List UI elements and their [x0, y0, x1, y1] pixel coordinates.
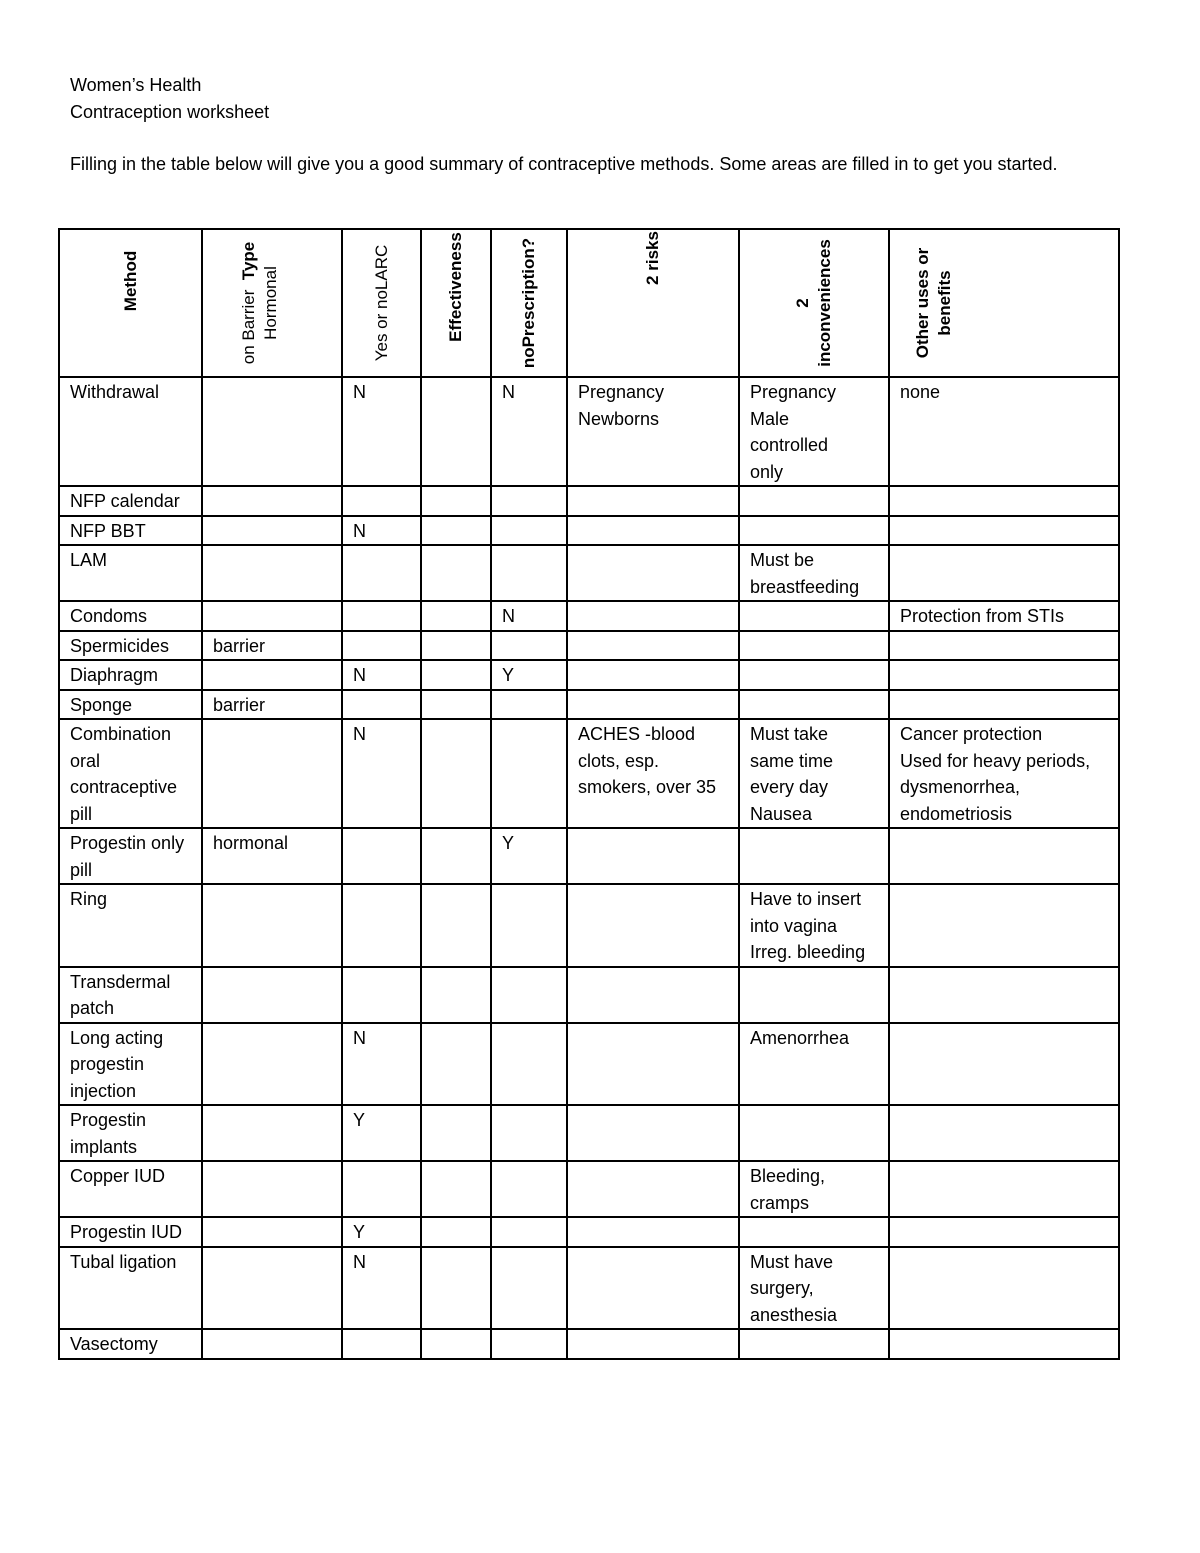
- cell-inconveniences-line: breastfeeding: [750, 576, 860, 597]
- cell-method: [59, 631, 202, 661]
- cell-larc-value: N: [353, 1027, 366, 1048]
- cell-prescription: [491, 828, 567, 884]
- cell-inconveniences-line: Amenorrhea: [750, 1027, 850, 1048]
- cell-risks: [567, 884, 739, 967]
- cell-risks: [567, 486, 739, 516]
- cell-effectiveness: [421, 631, 491, 661]
- cell-inconveniences: [739, 1217, 889, 1247]
- cell-other: [889, 884, 1119, 967]
- cell-risks-line: Newborns: [578, 408, 660, 429]
- cell-prescription: [491, 1217, 567, 1247]
- cell-method-value: Spermicides: [70, 635, 170, 656]
- cell-prescription-value: N: [502, 606, 515, 626]
- cell-effectiveness: [421, 601, 491, 631]
- cell-other-line: endometriosis: [900, 803, 1013, 824]
- cell-type: [202, 486, 342, 516]
- cell-other: [889, 377, 1119, 486]
- cell-prescription: [491, 516, 567, 546]
- cell-inconveniences-line: Have to insert: [750, 889, 862, 909]
- cell-risks: [567, 1161, 739, 1217]
- cell-other: [889, 1161, 1119, 1217]
- cell-inconveniences-line: Bleeding,: [750, 1166, 826, 1186]
- cell-inconveniences: [739, 601, 889, 631]
- header-inconveniences: [739, 229, 889, 377]
- cell-prescription: [491, 377, 567, 486]
- cell-method: [59, 967, 202, 1023]
- cell-type: [202, 377, 342, 486]
- cell-other: [889, 1023, 1119, 1106]
- cell-other: [889, 516, 1119, 546]
- cell-method-value: Withdrawal: [70, 382, 160, 402]
- cell-type: [202, 1217, 342, 1247]
- cell-method-value: LAM: [70, 550, 108, 570]
- cell-larc-value: N: [353, 724, 366, 744]
- cell-risks: [567, 660, 739, 690]
- cell-inconveniences-line: only: [750, 461, 784, 482]
- cell-method: [59, 660, 202, 690]
- header-risks: [567, 229, 739, 377]
- cell-prescription: [491, 1247, 567, 1330]
- cell-type: [202, 1023, 342, 1106]
- header-inconv-number: 2: [793, 298, 812, 308]
- cell-inconveniences: [739, 1329, 889, 1359]
- cell-other-line: dysmenorrhea,: [900, 777, 1021, 797]
- cell-type: [202, 601, 342, 631]
- cell-other: [889, 967, 1119, 1023]
- cell-other: [889, 660, 1119, 690]
- cell-type-value: barrier: [213, 635, 266, 656]
- cell-inconveniences-line: Must be: [750, 550, 815, 570]
- cell-other: [889, 601, 1119, 631]
- table-row: [59, 377, 1119, 486]
- table-row: [59, 884, 1119, 967]
- cell-larc: [342, 1161, 421, 1217]
- cell-type: [202, 690, 342, 720]
- cell-prescription: [491, 601, 567, 631]
- cell-method: [59, 545, 202, 601]
- table-row: [59, 828, 1119, 884]
- table-body: [59, 377, 1119, 1359]
- cell-effectiveness: [421, 719, 491, 828]
- cell-effectiveness: [421, 884, 491, 967]
- cell-prescription: [491, 719, 567, 828]
- cell-method: [59, 486, 202, 516]
- cell-other: [889, 1247, 1119, 1330]
- table-row: [59, 516, 1119, 546]
- cell-other-line: Used for heavy periods,: [900, 750, 1091, 771]
- document-title: Women’s Health: [70, 75, 202, 95]
- cell-effectiveness: [421, 1217, 491, 1247]
- cell-type: [202, 884, 342, 967]
- cell-type: [202, 1247, 342, 1330]
- cell-larc: [342, 631, 421, 661]
- cell-larc: [342, 516, 421, 546]
- table-row: [59, 486, 1119, 516]
- cell-method: [59, 601, 202, 631]
- cell-larc-value: N: [353, 382, 366, 402]
- cell-method: [59, 1105, 202, 1161]
- cell-larc-value: Y: [353, 1222, 366, 1242]
- cell-method-value: Long acting progestin injection: [70, 1027, 164, 1101]
- cell-method-value: Copper IUD: [70, 1166, 166, 1186]
- cell-inconveniences-line: anesthesia: [750, 1304, 838, 1325]
- cell-risks: [567, 1329, 739, 1359]
- cell-other-line: none: [900, 382, 941, 402]
- cell-larc: [342, 1023, 421, 1106]
- header-type-prefix: on Barrier: [239, 289, 258, 365]
- cell-larc-value: N: [353, 520, 366, 541]
- cell-type-value: barrier: [213, 694, 266, 715]
- header-risks-label: 2 risks: [643, 231, 662, 285]
- cell-other: [889, 1217, 1119, 1247]
- instructions-text: Filling in the table below will give you a good summary of contraceptive methods. Some areas are filled in to get you started.: [70, 154, 1058, 174]
- cell-method: [59, 516, 202, 546]
- header-type-label: Type: [239, 241, 258, 281]
- cell-method: [59, 884, 202, 967]
- table-row: [59, 690, 1119, 720]
- cell-effectiveness: [421, 1105, 491, 1161]
- cell-method-value: Transdermal patch: [70, 971, 171, 1018]
- table-row: [59, 719, 1119, 828]
- cell-type: [202, 631, 342, 661]
- cell-inconveniences-line: Irreg. bleeding: [750, 942, 866, 962]
- cell-inconveniences-line: same time: [750, 750, 834, 771]
- cell-larc: [342, 1105, 421, 1161]
- header-effectiveness-label: Effectiveness: [446, 232, 465, 342]
- cell-effectiveness: [421, 1023, 491, 1106]
- cell-prescription: [491, 545, 567, 601]
- worksheet-intro: [70, 72, 1130, 178]
- header-other-benefits: benefits: [935, 270, 954, 336]
- cell-larc: [342, 1247, 421, 1330]
- cell-inconveniences: [739, 1023, 889, 1106]
- cell-type: [202, 1105, 342, 1161]
- cell-risks: [567, 719, 739, 828]
- cell-prescription: [491, 1161, 567, 1217]
- cell-inconveniences-line: Must have: [750, 1251, 834, 1272]
- cell-inconveniences-line: cramps: [750, 1192, 810, 1213]
- cell-effectiveness: [421, 660, 491, 690]
- header-other-label: Other uses or: [913, 247, 932, 359]
- cell-method-value: NFP calendar: [70, 491, 180, 511]
- cell-larc: [342, 828, 421, 884]
- cell-larc: [342, 884, 421, 967]
- cell-other-line: Cancer protection: [900, 724, 1043, 744]
- cell-inconveniences: [739, 660, 889, 690]
- cell-inconveniences-line: Must take: [750, 724, 829, 744]
- cell-type: [202, 516, 342, 546]
- cell-inconveniences: [739, 631, 889, 661]
- cell-larc: [342, 377, 421, 486]
- cell-inconveniences: [739, 884, 889, 967]
- header-method: [59, 229, 202, 377]
- cell-method-value: Progestin only pill: [70, 833, 185, 880]
- table-row: [59, 1329, 1119, 1359]
- cell-other: [889, 1329, 1119, 1359]
- cell-larc-value: Y: [353, 1110, 366, 1130]
- cell-risks: [567, 1247, 739, 1330]
- cell-type: [202, 828, 342, 884]
- cell-inconveniences: [739, 1247, 889, 1330]
- table-row: [59, 1023, 1119, 1106]
- cell-inconveniences: [739, 545, 889, 601]
- cell-prescription: [491, 690, 567, 720]
- cell-inconveniences: [739, 516, 889, 546]
- cell-larc: [342, 967, 421, 1023]
- cell-prescription: [491, 884, 567, 967]
- cell-prescription-value: Y: [502, 665, 515, 685]
- cell-inconveniences: [739, 1161, 889, 1217]
- cell-larc: [342, 545, 421, 601]
- cell-method: [59, 377, 202, 486]
- document-subtitle: Contraception worksheet: [70, 102, 270, 122]
- cell-other: [889, 828, 1119, 884]
- header-method-label: Method: [120, 250, 140, 312]
- cell-inconveniences-line: Pregnancy: [750, 382, 837, 402]
- cell-inconveniences-line: surgery,: [750, 1278, 814, 1298]
- cell-inconveniences-line: controlled: [750, 435, 829, 455]
- contraception-table: [58, 228, 1120, 1360]
- cell-inconveniences: [739, 828, 889, 884]
- cell-effectiveness: [421, 967, 491, 1023]
- cell-type-value: hormonal: [213, 833, 289, 853]
- header-type: [202, 229, 342, 377]
- cell-risks: [567, 545, 739, 601]
- cell-larc: [342, 690, 421, 720]
- cell-risks: [567, 516, 739, 546]
- cell-method: [59, 719, 202, 828]
- cell-risks: [567, 631, 739, 661]
- header-type-hormonal: Hormonal: [261, 266, 280, 340]
- cell-prescription: [491, 1023, 567, 1106]
- table-row: [59, 631, 1119, 661]
- cell-inconveniences: [739, 690, 889, 720]
- cell-method-value: Diaphragm: [70, 665, 159, 685]
- cell-larc: [342, 660, 421, 690]
- cell-effectiveness: [421, 828, 491, 884]
- cell-method-value: Ring: [70, 889, 108, 909]
- cell-inconveniences-line: Male: [750, 408, 790, 429]
- cell-larc: [342, 1329, 421, 1359]
- cell-larc: [342, 1217, 421, 1247]
- cell-other: [889, 631, 1119, 661]
- header-larc: [342, 229, 421, 377]
- cell-prescription: [491, 486, 567, 516]
- cell-prescription-value: N: [502, 382, 515, 402]
- table-row: [59, 601, 1119, 631]
- table-row: [59, 1161, 1119, 1217]
- cell-larc-value: N: [353, 1251, 366, 1272]
- cell-risks-line: ACHES -blood: [578, 724, 696, 744]
- cell-method: [59, 1247, 202, 1330]
- cell-prescription: [491, 1105, 567, 1161]
- cell-type: [202, 1329, 342, 1359]
- cell-risks: [567, 601, 739, 631]
- header-prescription: [491, 229, 567, 377]
- cell-method-value: Sponge: [70, 694, 133, 715]
- cell-prescription: [491, 1329, 567, 1359]
- cell-larc: [342, 486, 421, 516]
- cell-risks: [567, 1217, 739, 1247]
- cell-method: [59, 1161, 202, 1217]
- cell-other: [889, 690, 1119, 720]
- cell-effectiveness: [421, 1161, 491, 1217]
- cell-type: [202, 719, 342, 828]
- table-row: [59, 1105, 1119, 1161]
- cell-prescription: [491, 660, 567, 690]
- cell-inconveniences: [739, 486, 889, 516]
- header-inconv-label: inconveniences: [815, 239, 834, 367]
- cell-effectiveness: [421, 1329, 491, 1359]
- cell-prescription: [491, 967, 567, 1023]
- table-row: [59, 660, 1119, 690]
- cell-risks-line: clots, esp.: [578, 750, 660, 771]
- cell-larc-value: N: [353, 665, 366, 685]
- cell-other: [889, 486, 1119, 516]
- cell-method-value: Tubal ligation: [70, 1251, 177, 1272]
- cell-risks: [567, 1105, 739, 1161]
- cell-inconveniences: [739, 967, 889, 1023]
- cell-method: [59, 828, 202, 884]
- cell-prescription: [491, 631, 567, 661]
- table-row: [59, 545, 1119, 601]
- cell-larc: [342, 601, 421, 631]
- cell-method-value: Progestin IUD: [70, 1222, 183, 1242]
- cell-inconveniences-line: every day: [750, 777, 829, 797]
- cell-other: [889, 1105, 1119, 1161]
- cell-other: [889, 719, 1119, 828]
- cell-effectiveness: [421, 516, 491, 546]
- cell-effectiveness: [421, 690, 491, 720]
- cell-effectiveness: [421, 545, 491, 601]
- cell-inconveniences-line: Nausea: [750, 803, 813, 824]
- table-row: [59, 1247, 1119, 1330]
- header-row: [59, 229, 1119, 377]
- table-row: [59, 1217, 1119, 1247]
- cell-method-value: Vasectomy: [70, 1334, 158, 1354]
- cell-method-value: Combination oral contraceptive pill: [70, 724, 178, 824]
- cell-type: [202, 545, 342, 601]
- cell-inconveniences: [739, 719, 889, 828]
- cell-method: [59, 1329, 202, 1359]
- header-prescription-label: noPrescription?: [519, 237, 538, 369]
- cell-risks: [567, 377, 739, 486]
- cell-effectiveness: [421, 377, 491, 486]
- cell-other: [889, 545, 1119, 601]
- cell-risks: [567, 967, 739, 1023]
- cell-effectiveness: [421, 486, 491, 516]
- cell-other-line: Protection from STIs: [900, 606, 1065, 626]
- cell-risks: [567, 690, 739, 720]
- cell-risks-line: smokers, over 35: [578, 777, 717, 797]
- cell-method-value: NFP BBT: [70, 520, 146, 541]
- cell-method-value: Condoms: [70, 606, 148, 626]
- cell-inconveniences-line: into vagina: [750, 915, 838, 936]
- cell-prescription-value: Y: [502, 833, 515, 853]
- cell-effectiveness: [421, 1247, 491, 1330]
- header-effectiveness: [421, 229, 491, 377]
- cell-larc: [342, 719, 421, 828]
- cell-method-value: Progestin implants: [70, 1110, 147, 1157]
- header-larc-label: Yes or noLARC: [371, 244, 391, 362]
- cell-type: [202, 1161, 342, 1217]
- cell-risks: [567, 828, 739, 884]
- cell-method: [59, 1023, 202, 1106]
- table-row: [59, 967, 1119, 1023]
- cell-inconveniences: [739, 1105, 889, 1161]
- cell-inconveniences: [739, 377, 889, 486]
- cell-method: [59, 690, 202, 720]
- cell-type: [202, 660, 342, 690]
- cell-risks-line: Pregnancy: [578, 382, 665, 402]
- cell-method: [59, 1217, 202, 1247]
- cell-risks: [567, 1023, 739, 1106]
- header-other: [889, 229, 1119, 377]
- cell-type: [202, 967, 342, 1023]
